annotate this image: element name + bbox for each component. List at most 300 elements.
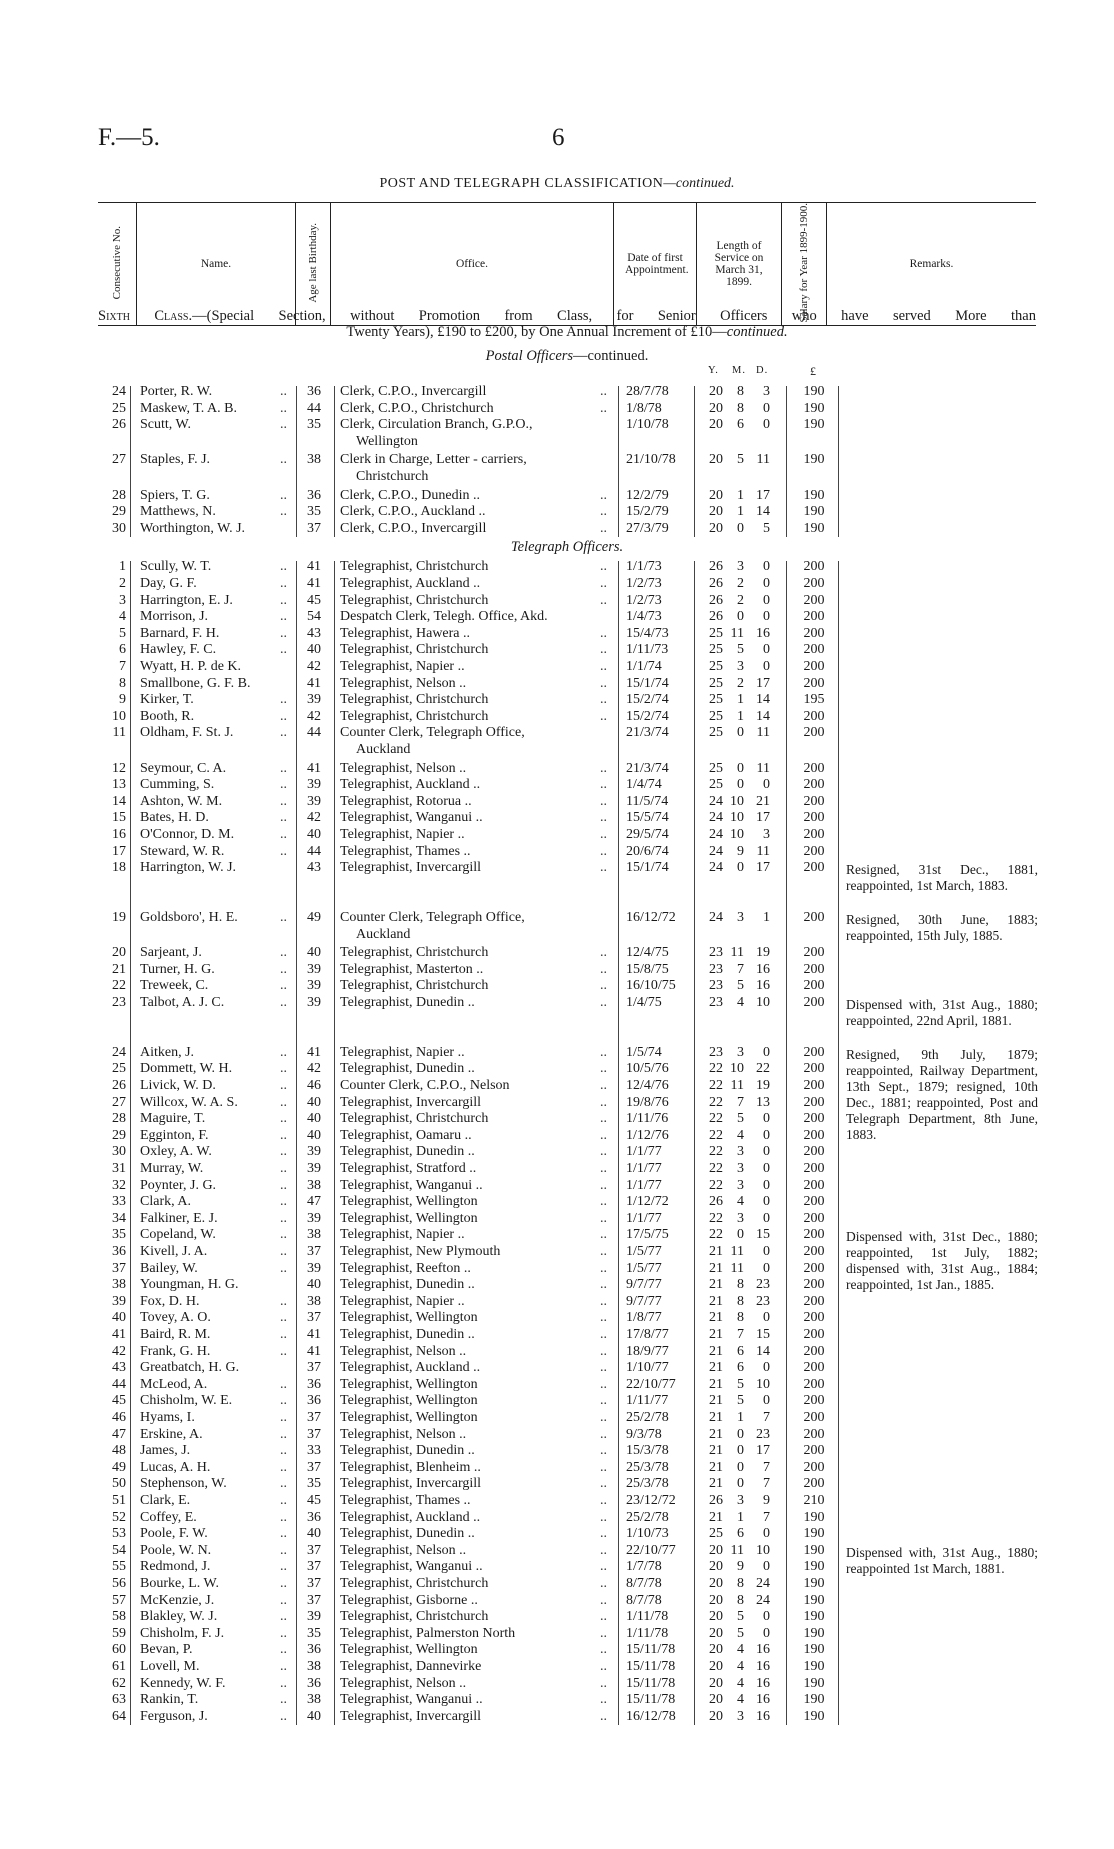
row-appointment-date: 1/4/75	[626, 995, 662, 1010]
row-office: Telegraphist, Nelson ..	[340, 1675, 467, 1691]
row-salary: 200	[803, 1310, 825, 1326]
row-age: 44	[307, 843, 321, 859]
row-service-months: 0	[737, 1227, 744, 1243]
row-salary: 200	[803, 1376, 825, 1392]
row-name: Porter, R. W.	[140, 384, 213, 399]
row-name: Egginton, F.	[140, 1127, 209, 1143]
row-age: 37	[307, 1360, 321, 1376]
row-service-years: 20	[709, 1675, 723, 1691]
column-rule-0	[130, 386, 131, 537]
row-appointment-date: 1/1/73	[626, 559, 662, 575]
row-name: Bourke, L. W.	[140, 1576, 219, 1591]
row-age: 37	[307, 1310, 321, 1326]
row-office: Telegraphist, Nelson ..	[340, 1343, 467, 1359]
leader-dots: ..	[280, 843, 287, 859]
row-office: Telegraphist, Thames ..	[340, 1493, 471, 1508]
row-service-years: 24	[709, 860, 723, 876]
row-service-years: 21	[709, 1509, 723, 1525]
row-service-years: 20	[709, 1609, 723, 1625]
row-service-months: 4	[737, 995, 744, 1010]
row-salary: 190	[803, 504, 825, 520]
table-row	[0, 504, 1114, 520]
row-number: 27	[112, 1094, 126, 1110]
row-service-days: 24	[756, 1592, 770, 1608]
column-rule-1	[296, 561, 297, 1725]
leader-dots: ..	[600, 1061, 607, 1077]
row-name: Bevan, P.	[140, 1642, 193, 1658]
row-age: 33	[307, 1443, 321, 1459]
row-name: Lovell, M.	[140, 1659, 200, 1674]
row-service-days: 16	[756, 961, 770, 977]
leader-dots: ..	[280, 1659, 287, 1674]
row-name: Clark, E.	[140, 1493, 191, 1508]
row-service-years: 23	[709, 961, 723, 977]
row-number: 41	[112, 1327, 126, 1342]
row-number: 3	[119, 592, 126, 608]
row-number: 16	[112, 827, 126, 842]
leader-dots: ..	[280, 609, 287, 625]
row-number: 57	[112, 1592, 126, 1608]
row-service-years: 23	[709, 978, 723, 994]
table-row	[0, 1709, 1114, 1725]
table-row	[0, 1493, 1114, 1509]
row-number: 21	[112, 961, 126, 977]
row-service-years: 23	[709, 945, 723, 961]
row-name: Talbot, A. J. C.	[140, 995, 225, 1010]
table-row	[0, 1410, 1114, 1426]
row-salary: 200	[803, 910, 825, 925]
row-name: Bates, H. D.	[140, 810, 209, 826]
row-age: 41	[307, 675, 321, 691]
row-service-months: 9	[737, 1559, 744, 1575]
row-service-months: 5	[737, 1609, 744, 1625]
row-number: 27	[112, 452, 126, 468]
row-appointment-date: 18/9/77	[626, 1343, 669, 1359]
leader-dots: ..	[600, 400, 607, 416]
row-age: 35	[307, 1476, 321, 1492]
row-name: Murray, W.	[140, 1161, 204, 1176]
row-service-years: 25	[709, 675, 723, 691]
leader-dots: ..	[280, 1161, 287, 1176]
row-service-months: 0	[737, 777, 744, 793]
row-salary: 200	[803, 675, 825, 691]
table-row	[0, 1161, 1114, 1177]
row-service-days: 0	[763, 592, 770, 608]
row-service-months: 8	[737, 1310, 744, 1326]
leader-dots: ..	[280, 1327, 287, 1342]
table-row	[0, 642, 1114, 658]
row-age: 41	[307, 1044, 321, 1060]
row-name: Ferguson, J.	[140, 1708, 208, 1724]
row-office: Telegraphist, Invercargill	[340, 1708, 482, 1724]
row-number: 39	[112, 1293, 126, 1309]
col-office: Office.	[331, 203, 614, 326]
row-name: Harrington, W. J.	[140, 860, 237, 876]
row-age: 39	[307, 793, 321, 809]
row-number: 34	[112, 1210, 126, 1226]
row-salary: 200	[803, 995, 825, 1010]
row-office: Telegraphist, Christchurch	[340, 1111, 489, 1127]
leader-dots: ..	[600, 625, 607, 641]
row-service-days: 10	[756, 995, 770, 1010]
row-age: 36	[307, 384, 321, 399]
table-row	[0, 593, 1114, 609]
row-salary: 200	[803, 777, 825, 793]
leader-dots: ..	[280, 642, 287, 658]
row-number: 25	[112, 1061, 126, 1077]
row-office: Telegraphist, Christchurch	[340, 945, 489, 961]
table-row	[0, 1344, 1114, 1360]
column-rule-4	[694, 386, 695, 537]
row-appointment-date: 1/1/77	[626, 1210, 662, 1226]
row-service-days: 0	[763, 659, 770, 674]
row-salary: 200	[803, 1094, 825, 1110]
row-salary: 200	[803, 961, 825, 977]
table-row-continuation	[0, 742, 1114, 758]
row-number: 9	[119, 692, 126, 708]
leader-dots: ..	[600, 1078, 607, 1093]
row-appointment-date: 25/2/78	[626, 1410, 669, 1425]
running-head-title: POST AND TELEGRAPH CLASSIFICATION	[379, 176, 664, 191]
table-row	[0, 844, 1114, 860]
leader-dots: ..	[280, 452, 287, 468]
row-service-months: 7	[737, 1327, 744, 1342]
row-appointment-date: 21/3/74	[626, 760, 669, 776]
row-number: 48	[112, 1443, 126, 1459]
row-appointment-date: 16/12/72	[626, 910, 676, 925]
leader-dots: ..	[600, 860, 607, 876]
table-row	[0, 1061, 1114, 1077]
row-name: Greatbatch, H. G.	[140, 1360, 240, 1376]
row-office: Clerk, C.P.O., Dunedin ..	[340, 487, 480, 503]
row-age: 39	[307, 978, 321, 994]
row-office: Telegraphist, Christchurch	[340, 1609, 489, 1625]
row-age: 40	[307, 642, 321, 658]
row-number: 50	[112, 1476, 126, 1492]
row-appointment-date: 12/4/76	[626, 1078, 669, 1093]
row-age: 44	[307, 400, 321, 416]
row-salary: 195	[803, 692, 825, 708]
row-number: 18	[112, 860, 126, 876]
table-row	[0, 1294, 1114, 1310]
row-age: 40	[307, 1094, 321, 1110]
row-service-months: 5	[737, 1625, 744, 1641]
row-service-days: 16	[756, 1708, 770, 1724]
leader-dots: ..	[280, 1410, 287, 1425]
months-unit: M.	[732, 365, 746, 376]
leader-dots: ..	[600, 1210, 607, 1226]
class-description-cont: continued.	[726, 324, 788, 340]
table-row	[0, 488, 1114, 504]
row-service-months: 3	[737, 559, 744, 575]
table-row	[0, 1692, 1114, 1708]
row-remark: Resigned, 9th July, 1879; reappointed, Railway Department, 13th Sept., 1879; resigned, 10th Dec., 1881; reappointed, Post and Telegraph Department, 8th June, 1883.	[846, 1046, 1038, 1142]
row-service-days: 0	[763, 1526, 770, 1542]
row-age: 41	[307, 559, 321, 575]
row-salary: 190	[803, 400, 825, 416]
row-appointment-date: 21/3/74	[626, 725, 669, 741]
row-service-days: 16	[756, 1642, 770, 1658]
leader-dots: ..	[600, 576, 607, 591]
row-service-days: 0	[763, 1194, 770, 1210]
row-office: Telegraphist, Christchurch	[340, 1576, 489, 1591]
row-service-days: 1	[763, 910, 770, 925]
leader-dots: ..	[280, 1177, 287, 1193]
row-service-days: 0	[763, 1144, 770, 1160]
row-name: Fox, D. H.	[140, 1293, 200, 1309]
row-number: 36	[112, 1244, 126, 1259]
row-appointment-date: 1/5/77	[626, 1260, 662, 1276]
leader-dots: ..	[600, 793, 607, 809]
row-age: 39	[307, 1260, 321, 1276]
row-office: Telegraphist, Auckland ..	[340, 1360, 481, 1376]
column-rule-4	[694, 561, 695, 1725]
row-age: 36	[307, 487, 321, 503]
table-row-continuation	[0, 434, 1114, 450]
row-service-days: 0	[763, 1559, 770, 1575]
row-service-years: 26	[709, 1493, 723, 1508]
row-service-months: 0	[737, 725, 744, 741]
row-service-days: 13	[756, 1094, 770, 1110]
row-number: 40	[112, 1310, 126, 1326]
row-service-months: 2	[737, 576, 744, 591]
row-service-years: 21	[709, 1293, 723, 1309]
row-office: Telegraphist, Napier ..	[340, 1044, 465, 1060]
row-salary: 190	[803, 1625, 825, 1641]
row-salary: 200	[803, 945, 825, 961]
row-service-months: 4	[737, 1194, 744, 1210]
row-service-months: 3	[737, 1144, 744, 1160]
row-name: Matthews, N.	[140, 504, 216, 520]
row-appointment-date: 8/7/78	[626, 1592, 662, 1608]
row-age: 39	[307, 961, 321, 977]
row-office: Telegraphist, Invercargill	[340, 1094, 482, 1110]
leader-dots: ..	[280, 1227, 287, 1243]
row-age: 35	[307, 417, 321, 433]
table-row	[0, 1277, 1114, 1293]
leader-dots: ..	[280, 760, 287, 776]
col-date: Date of first Appointment.	[614, 203, 697, 326]
row-salary: 200	[803, 793, 825, 809]
leader-dots: ..	[280, 1111, 287, 1127]
leader-dots: ..	[280, 1210, 287, 1226]
row-service-years: 21	[709, 1310, 723, 1326]
row-office: Telegraphist, Wanganui ..	[340, 1692, 483, 1708]
row-appointment-date: 27/3/79	[626, 520, 669, 536]
row-appointment-date: 1/5/74	[626, 1044, 662, 1060]
row-service-months: 0	[737, 609, 744, 625]
table-row	[0, 777, 1114, 793]
row-office: Telegraphist, Dunedin ..	[340, 1277, 475, 1293]
row-service-years: 25	[709, 725, 723, 741]
leader-dots: ..	[600, 1393, 607, 1409]
row-service-days: 17	[756, 860, 770, 876]
row-salary: 200	[803, 978, 825, 994]
row-name: Goldsboro', H. E.	[140, 910, 238, 925]
row-service-days: 7	[763, 1476, 770, 1492]
row-appointment-date: 1/10/78	[626, 417, 669, 433]
table-row	[0, 559, 1114, 575]
row-service-years: 21	[709, 1360, 723, 1376]
row-salary: 190	[803, 1659, 825, 1674]
leader-dots: ..	[600, 692, 607, 708]
row-service-years: 22	[709, 1111, 723, 1127]
row-service-months: 4	[737, 1127, 744, 1143]
row-age: 40	[307, 1277, 321, 1293]
row-service-years: 26	[709, 1194, 723, 1210]
row-service-months: 0	[737, 1426, 744, 1442]
row-service-days: 0	[763, 1393, 770, 1409]
leader-dots: ..	[600, 659, 607, 674]
row-name: Copeland, W.	[140, 1227, 216, 1243]
table-row	[0, 1443, 1114, 1459]
row-service-days: 17	[756, 1443, 770, 1459]
row-service-days: 16	[756, 1692, 770, 1708]
row-service-days: 7	[763, 1459, 770, 1475]
row-remark: Resigned, 30th June, 1883; reappointed, 15th July, 1885.	[846, 912, 1038, 943]
row-service-years: 21	[709, 1343, 723, 1359]
row-appointment-date: 15/2/79	[626, 504, 669, 520]
row-service-days: 19	[756, 1078, 770, 1093]
row-name: Oxley, A. W.	[140, 1144, 212, 1160]
row-service-days: 0	[763, 559, 770, 575]
row-name: Worthington, W. J.	[140, 520, 246, 536]
row-age: 37	[307, 1542, 321, 1558]
row-office: Telegraphist, Christchurch	[340, 978, 489, 994]
row-appointment-date: 11/5/74	[626, 793, 669, 809]
row-salary: 190	[803, 417, 825, 433]
row-service-months: 5	[737, 1376, 744, 1392]
row-service-months: 8	[737, 384, 744, 399]
row-service-days: 0	[763, 576, 770, 591]
row-service-months: 2	[737, 592, 744, 608]
row-service-years: 22	[709, 1144, 723, 1160]
row-service-years: 25	[709, 625, 723, 641]
row-salary: 200	[803, 1144, 825, 1160]
row-salary: 200	[803, 1127, 825, 1143]
row-service-days: 0	[763, 642, 770, 658]
row-name: Falkiner, E. J.	[140, 1210, 218, 1226]
row-office: Telegraphist, Napier ..	[340, 1227, 465, 1243]
row-office-continued: Auckland	[356, 742, 411, 757]
table-row	[0, 1377, 1114, 1393]
leader-dots: ..	[600, 978, 607, 994]
row-service-days: 22	[756, 1061, 770, 1077]
row-appointment-date: 20/6/74	[626, 843, 669, 859]
row-service-months: 3	[737, 1161, 744, 1176]
row-name: Chisholm, W. E.	[140, 1393, 233, 1409]
row-salary: 200	[803, 1210, 825, 1226]
leader-dots: ..	[600, 1476, 607, 1492]
leader-dots: ..	[280, 1692, 287, 1708]
row-age: 41	[307, 760, 321, 776]
leader-dots: ..	[280, 1393, 287, 1409]
row-number: 12	[112, 760, 126, 776]
row-number: 13	[112, 777, 126, 793]
row-appointment-date: 1/1/74	[626, 659, 662, 674]
leader-dots: ..	[280, 1542, 287, 1558]
row-name: Kivell, J. A.	[140, 1244, 208, 1259]
row-number: 20	[112, 945, 126, 961]
row-office: Clerk, Circulation Branch, G.P.O.,	[340, 417, 533, 433]
leader-dots: ..	[280, 400, 287, 416]
table-row	[0, 1310, 1114, 1326]
row-age: 47	[307, 1194, 321, 1210]
row-number: 8	[119, 675, 126, 691]
running-head-suffix: —continued.	[663, 176, 735, 191]
row-appointment-date: 15/2/74	[626, 708, 669, 724]
row-service-years: 20	[709, 1642, 723, 1658]
table-row	[0, 1642, 1114, 1658]
row-number: 63	[112, 1692, 126, 1708]
class-description-2: Twenty Years), £190 to £200, by One Annual Increment of £10—	[346, 324, 727, 340]
row-number: 14	[112, 793, 126, 809]
leader-dots: ..	[280, 559, 287, 575]
row-appointment-date: 15/5/74	[626, 810, 669, 826]
row-service-years: 20	[709, 384, 723, 399]
table-row	[0, 609, 1114, 625]
row-service-months: 3	[737, 1177, 744, 1193]
row-name: Booth, R.	[140, 708, 195, 724]
row-salary: 200	[803, 1161, 825, 1176]
row-age: 36	[307, 1675, 321, 1691]
row-age: 45	[307, 592, 321, 608]
row-salary: 200	[803, 860, 825, 876]
row-name: Smallbone, G. F. B.	[140, 675, 251, 691]
leader-dots: ..	[600, 995, 607, 1010]
row-service-months: 10	[730, 793, 744, 809]
row-service-months: 6	[737, 417, 744, 433]
row-service-months: 9	[737, 843, 744, 859]
row-remark: Dispensed with, 31st Aug., 1880; reappointed, 22nd April, 1881.	[846, 997, 1038, 1028]
row-service-years: 22	[709, 1127, 723, 1143]
row-service-years: 20	[709, 417, 723, 433]
row-number: 38	[112, 1277, 126, 1293]
row-salary: 200	[803, 1111, 825, 1127]
table-row	[0, 962, 1114, 978]
row-name: Baird, R. M.	[140, 1327, 211, 1342]
row-appointment-date: 15/11/78	[626, 1675, 676, 1691]
row-number: 5	[119, 625, 126, 641]
row-name: Dommett, W. H.	[140, 1061, 233, 1077]
row-office: Telegraphist, Nelson ..	[340, 675, 467, 691]
leader-dots: ..	[600, 675, 607, 691]
row-age: 40	[307, 945, 321, 961]
row-service-days: 7	[763, 1509, 770, 1525]
row-age: 40	[307, 827, 321, 842]
row-office: Telegraphist, Wellington	[340, 1376, 478, 1392]
leader-dots: ..	[280, 576, 287, 591]
row-appointment-date: 1/1/77	[626, 1144, 662, 1160]
leader-dots: ..	[600, 1576, 607, 1591]
row-number: 30	[112, 1144, 126, 1160]
row-salary: 200	[803, 625, 825, 641]
row-service-days: 0	[763, 777, 770, 793]
row-service-years: 20	[709, 1542, 723, 1558]
row-service-days: 9	[763, 1493, 770, 1508]
class-label: Sixth Class.	[98, 308, 193, 324]
row-appointment-date: 22/10/77	[626, 1376, 676, 1392]
leader-dots: ..	[280, 1194, 287, 1210]
row-age: 37	[307, 1559, 321, 1575]
row-appointment-date: 15/1/74	[626, 675, 669, 691]
row-appointment-date: 1/5/77	[626, 1244, 662, 1259]
row-service-months: 11	[730, 1244, 744, 1259]
row-age: 38	[307, 1177, 321, 1193]
table-row	[0, 1659, 1114, 1675]
days-unit: D.	[756, 365, 769, 376]
class-heading	[98, 308, 1036, 340]
